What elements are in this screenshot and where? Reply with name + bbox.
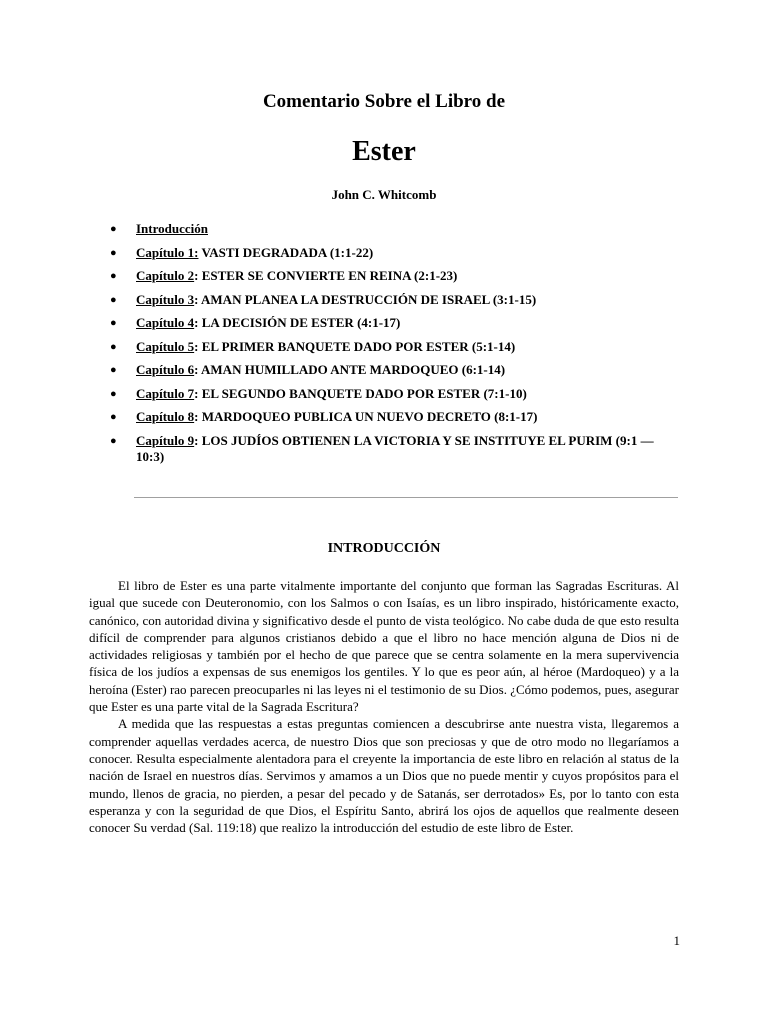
bullet-icon: ● (110, 270, 117, 282)
toc-item-capitulo-2 (110, 268, 670, 284)
toc-link[interactable]: Capítulo 5 (136, 338, 195, 354)
section-heading: INTRODUCCIÓN (327, 541, 441, 556)
toc-text: : MARDOQUEO PUBLICA UN NUEVO DECRETO (8:1-17) (194, 409, 538, 424)
toc-link[interactable]: Capítulo 8 (136, 409, 195, 424)
toc-link[interactable]: Capítulo 9 (136, 432, 195, 448)
toc-item-capitulo-3 (110, 292, 670, 308)
toc-link[interactable]: Capítulo 4 (136, 315, 195, 330)
toc-item-capitulo-4 (110, 315, 670, 331)
section-body (89, 577, 679, 836)
toc-item-capitulo-5 (110, 339, 670, 355)
toc-text: VASTI DEGRADADA (1:1-22) (198, 244, 374, 260)
toc-link[interactable]: Capítulo 1: (136, 244, 199, 260)
bullet-icon: ● (110, 246, 117, 259)
toc-item-capitulo-7 (110, 386, 670, 402)
bullet-icon: ● (110, 411, 117, 423)
bullet-icon: ● (110, 293, 117, 306)
toc-text: : ESTER SE CONVIERTE EN REINA (2:1-23) (194, 268, 458, 283)
document-author: John C. Whitcomb (331, 187, 437, 202)
page-number: 1 (673, 933, 680, 948)
toc-item-introduccion (110, 221, 670, 237)
toc-text: : LA DECISIÓN DE ESTER (4:1-17) (194, 315, 401, 330)
toc-link[interactable]: Capítulo 6 (136, 362, 195, 377)
toc-item-capitulo-6 (110, 362, 670, 378)
bullet-icon: ● (110, 434, 117, 447)
document-title: Comentario Sobre el Libro de (262, 91, 506, 112)
bullet-icon: ● (110, 387, 117, 400)
toc-item-capitulo-9 (110, 433, 670, 465)
toc-item-capitulo-8 (110, 409, 670, 425)
toc-link[interactable]: Capítulo 2 (136, 268, 195, 283)
horizontal-divider (134, 497, 678, 498)
toc-link[interactable]: Capítulo 3 (136, 291, 195, 307)
document-subtitle: Ester (352, 136, 416, 167)
table-of-contents (110, 221, 670, 472)
toc-text: : EL PRIMER BANQUETE DADO POR ESTER (5:1-14) (194, 338, 516, 354)
toc-text: : LOS JUDÍOS OBTIENEN LA VICTORIA Y SE INSTITUYE EL PURIM (9:1 — 10:3) (136, 432, 654, 464)
toc-text: : AMAN PLANEA LA DESTRUCCIÓN DE ISRAEL (3:1-15) (194, 291, 537, 307)
toc-text: : EL SEGUNDO BANQUETE DADO POR ESTER (7:1-10) (194, 385, 527, 401)
paragraph: A medida que las respuestas a estas preguntas comiencen a descubrirse ante nuestra vista, llegaremos a comprender aquellas verdades acerca, de nuestro Dios que son preciosas y que de otro modo no llegaríamos a conocer. Resulta especialmente alentadora para el creyente la importancia de este libro en relación al status de la nación de Israel en nuestros días. Servimos y amamos a un Dios que no puede mentir y cuyos propósitos para el mundo, llenos de gracia, no pierden, a pesar del pecado y de Satanás, ser derrotados» Es, por lo tanto con esta esperanza y con la seguridad de que Dios, el Espíritu Santo, abrirá los ojos de aquellos que realmente deseen conocer Su verdad (Sal. 119:18) que realizo la introducción del estudio de este libro de Ester. (89, 716, 679, 836)
paragraph: El libro de Ester es una parte vitalmente importante del conjunto que forman las Sagradas Escrituras. Al igual que sucede con Deuteronomio, con los Salmos o con Isaías, es un libro inspirado, históricamente exacto, canónico, con autoridad divina y significativo desde el punto de vista teológico. No cabe duda de que esto resulta difícil de comprender para algunos cristianos debido a que el libro no hace mención alguna de Dios ni de actividades religiosas y también por el hecho de que parece que se centra solamente en la mera supervivencia física de los judíos a expensas de sus enemigos los gentiles. Y lo que es peor aún, al héroe (Mardoqueo) y a la heroína (Ester) rao parecen preocuparles ni las leyes ni el testimonio de su Dios. ¿Cómo podemos, pues, asegurar que Ester es una parte vital de la Sagrada Escritura? (89, 578, 679, 715)
toc-link[interactable]: Capítulo 7 (136, 385, 195, 401)
bullet-icon: ● (110, 317, 117, 329)
toc-link[interactable]: Introducción (136, 221, 208, 236)
bullet-icon: ● (110, 364, 117, 376)
toc-text: : AMAN HUMILLADO ANTE MARDOQUEO (6:1-14) (194, 362, 506, 377)
toc-item-capitulo-1 (110, 245, 670, 261)
bullet-icon: ● (110, 340, 117, 353)
bullet-icon: ● (110, 223, 117, 235)
